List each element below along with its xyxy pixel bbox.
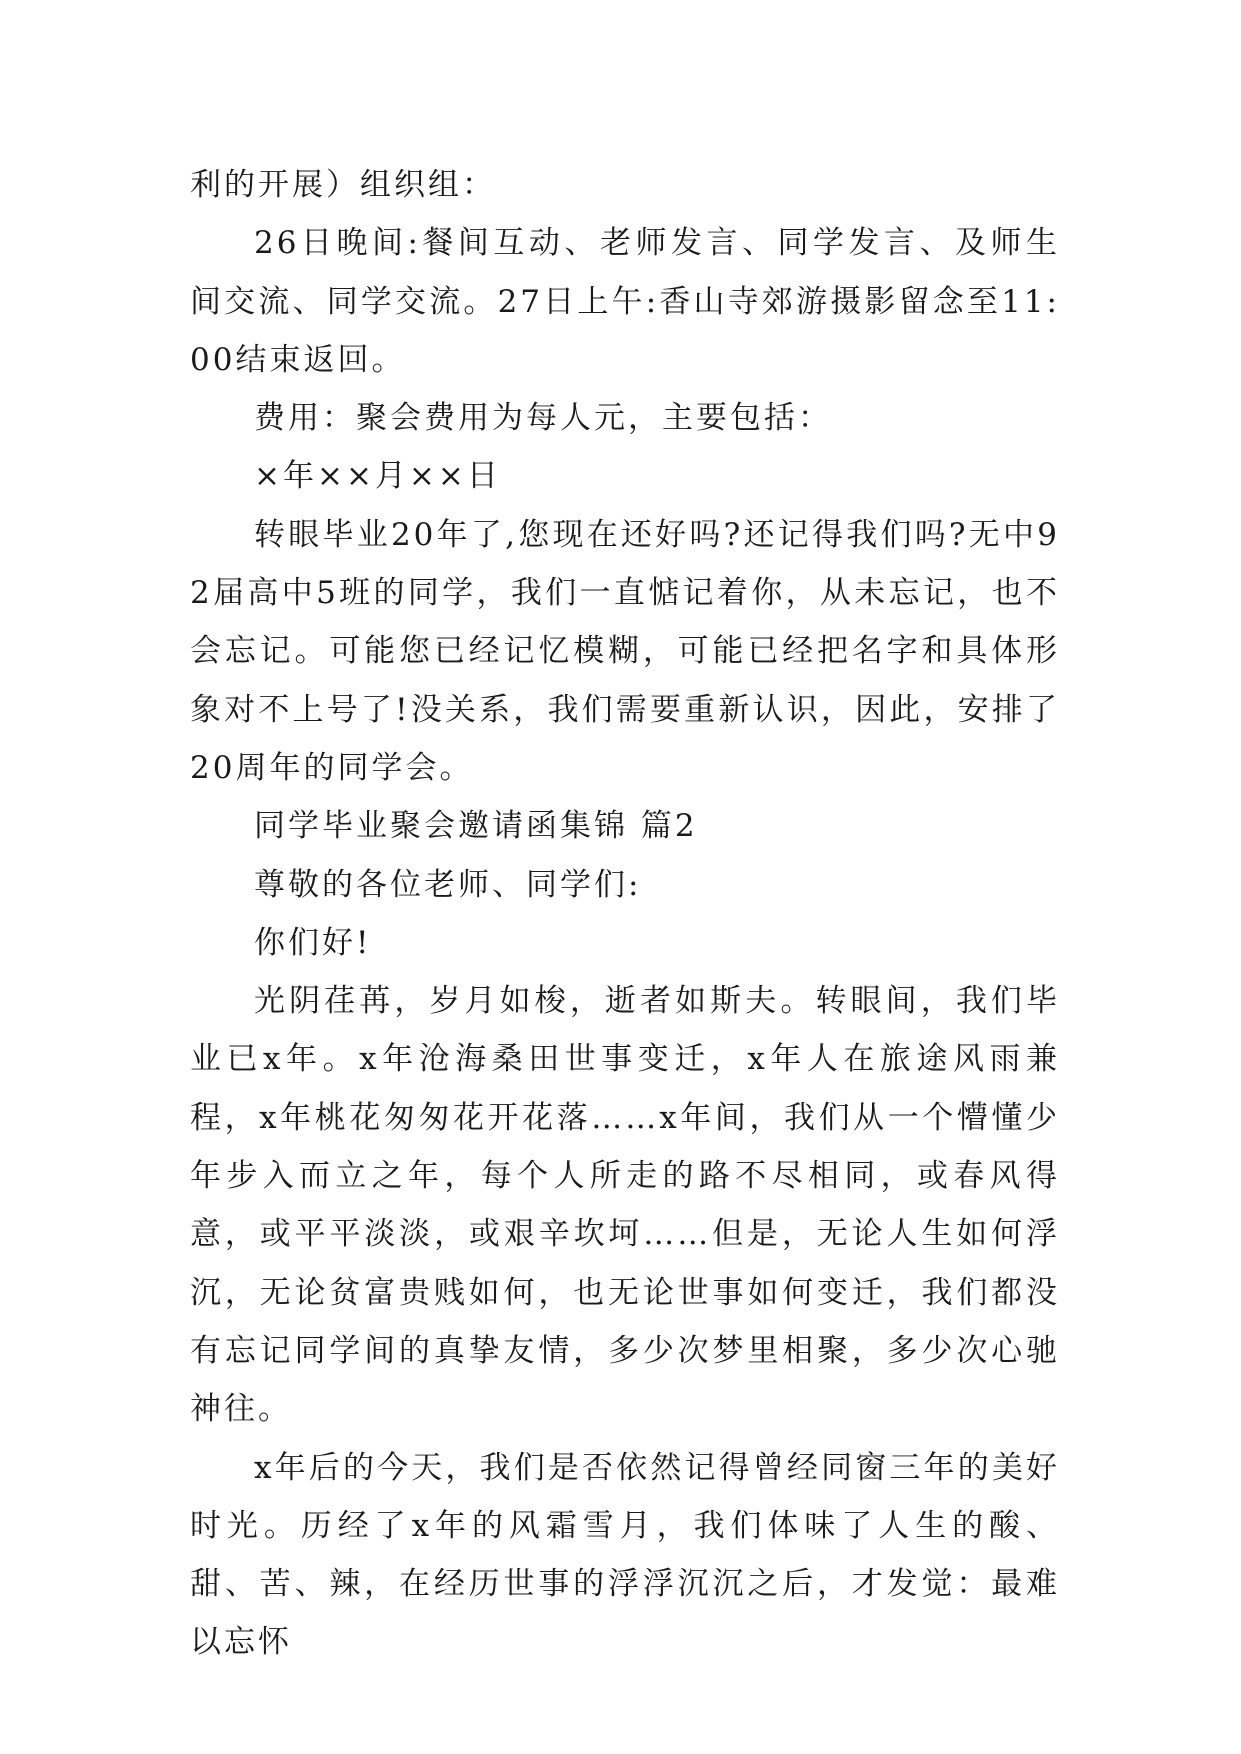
- paragraph: 利的开展）组织组：: [190, 167, 496, 203]
- paragraph-time-passes: 光阴荏苒，岁月如梭，逝者如斯夫。转眼间，我们毕业已x年。x年沧海桑田世事变迁，x年人在旅途风雨兼程，x年桃花匆匆花开花落……x年间，我们从一个懵懂少年步入而立之年，每个人所走的路不尽相同，或春风得意，或平平淡淡，或艰辛坎坷……但是，无论人生如何浮沉，无论贫富贵贱如何，也无论世事如何变迁，我们都没有忘记同学间的真挚友情，多少次梦里相聚，多少次心驰神往。: [190, 983, 1060, 1428]
- paragraph-fee: 费用：聚会费用为每人元，主要包括：: [254, 400, 832, 437]
- greeting: 你们好!: [254, 924, 372, 961]
- document-body: [190, 156, 1060, 1672]
- paragraph-today: x年后的今天，我们是否依然记得曾经同窗三年的美好时光。历经了x年的风霜雪月，我们体味了人生的酸、甜、苦、辣，在经历世事的浮浮沉沉之后，才发觉：最难以忘怀: [190, 1449, 1060, 1661]
- salutation: 尊敬的各位老师、同学们:: [254, 866, 642, 903]
- section-heading: 同学毕业聚会邀请函集锦 篇2: [254, 808, 698, 845]
- paragraph-date: ×年××月××日: [254, 458, 501, 495]
- paragraph-20th-anniversary: 转眼毕业20年了,您现在还好吗?还记得我们吗?无中92届高中5班的同学，我们一直惦记着你，从未忘记，也不会忘记。可能您已经记忆模糊，可能已经把名字和具体形象对不上号了!没关系，我们需要重新认识，因此，安排了20周年的同学会。: [190, 516, 1060, 786]
- paragraph-schedule: 26日晚间:餐间互动、老师发言、同学发言、及师生间交流、同学交流。27日上午:香山寺郊游摄影留念至11:00结束返回。: [190, 225, 1060, 378]
